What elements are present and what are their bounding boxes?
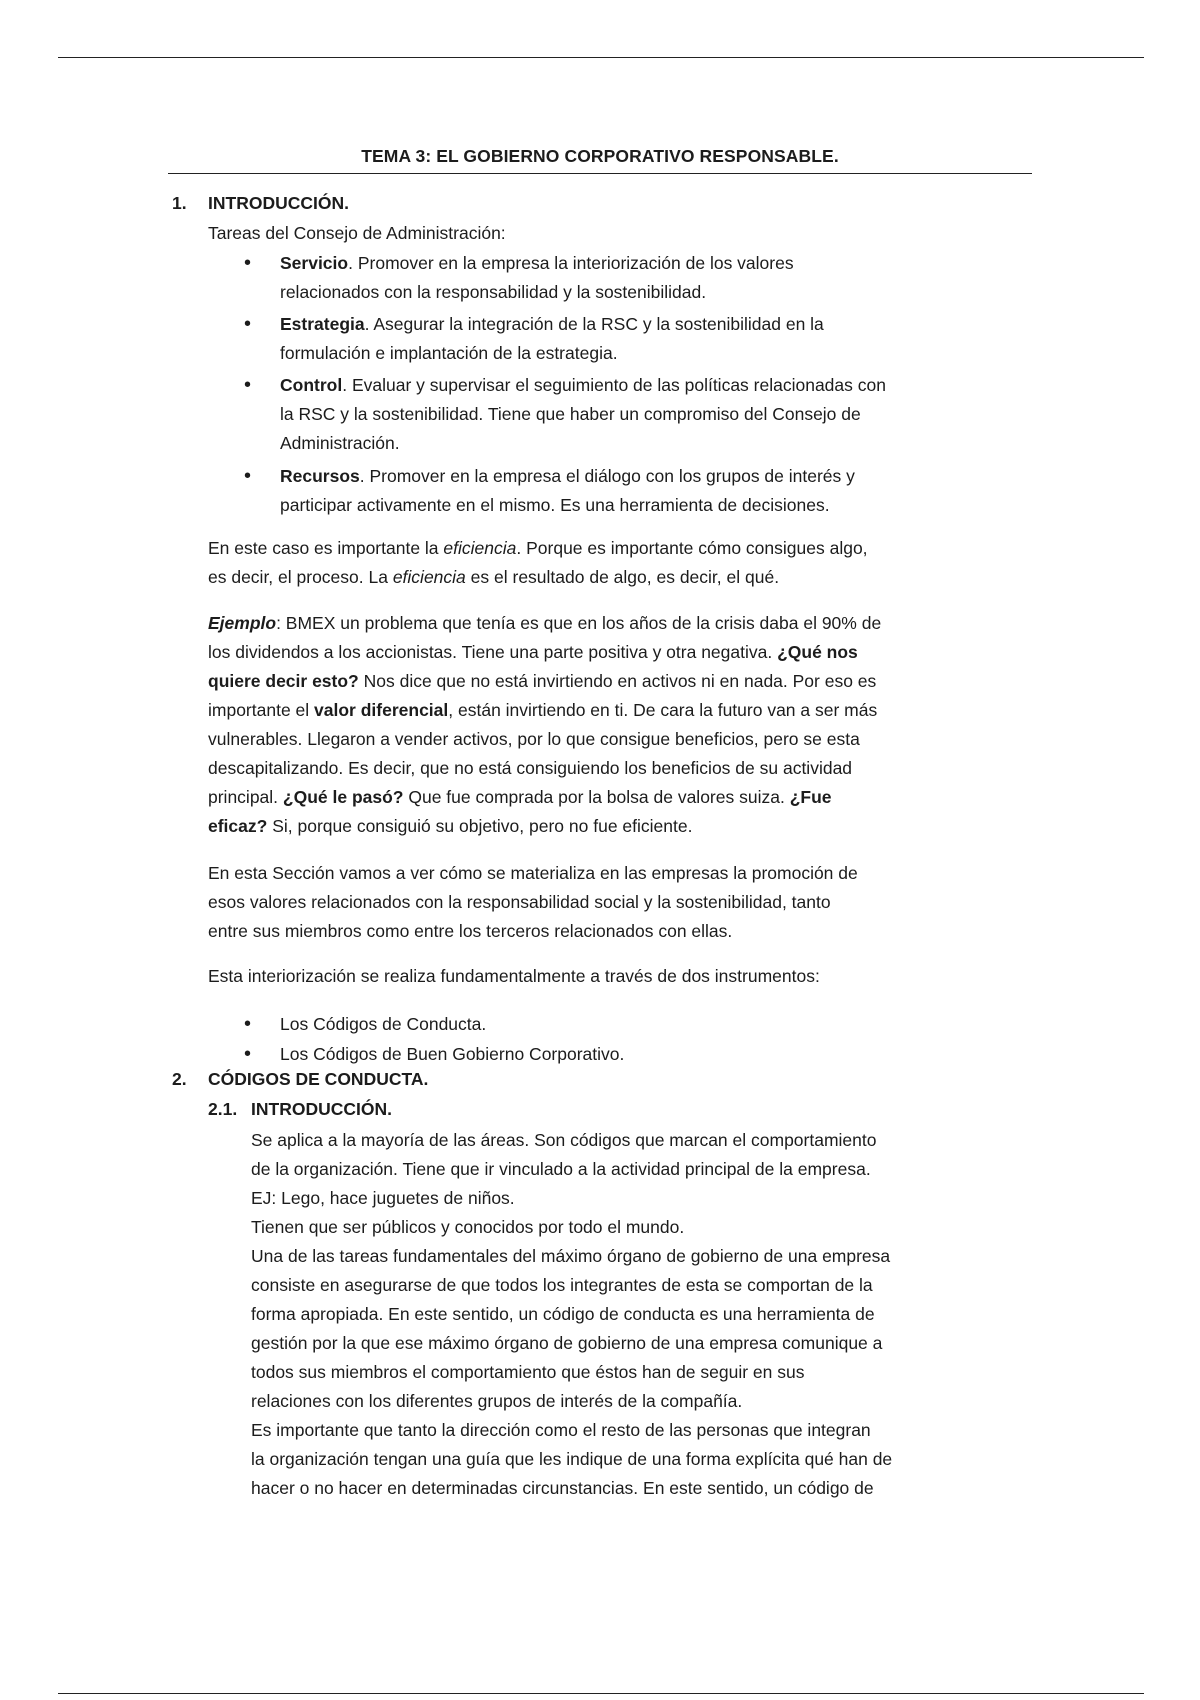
instrument-item: Los Códigos de Buen Gobierno Corporativo. (280, 1044, 625, 1064)
example-paragraph: Ejemplo: BMEX un problema que tenía es que en los años de la crisis daba el 90% de los dividendos a los accionistas. Tiene una parte positiva y otra negativa. ¿Qué nos quiere decir esto? Nos dice que no está invirtiendo en activos ni en nada. Por eso es importante el valor diferencial, están invirtiendo en ti. De cara la futuro van a ser más vulnerables. Llegaron a vender activos, por lo que consigue beneficios, pero se esta descapitalizando. Es decir, que no está consiguiendo los beneficios de su actividad principal. ¿Qué le pasó? Que fue comprada por la bolsa de valores suiza. ¿Fue eficaz? Si, porque consiguió su objetivo, pero no fue eficiente. (208, 613, 882, 836)
section-2-heading: CÓDIGOS DE CONDUCTA. (208, 1069, 429, 1089)
section-1-number: 1. (172, 193, 187, 213)
task-recursos: Recursos. Promover en la empresa el diálogo con los grupos de interés y participar activamente en el mismo. Es una herramienta de decisiones. (280, 466, 855, 515)
instrument-item: Los Códigos de Conducta. (280, 1014, 487, 1034)
subsection-2-1-number: 2.1. (208, 1099, 238, 1119)
codes-paragraph: Se aplica a la mayoría de las áreas. Son códigos que marcan el comportamiento de la organización. Tiene que ir vinculado a la actividad principal de la empresa. EJ: Lego, hace juguetes de niños. Tienen que ser públicos y conocidos por todo el mundo. Una de las tareas fundamentales del máximo órgano de gobierno de una empresa consiste en asegurarse de que todos los integrantes de esta se comportan de la forma apropiada. En este sentido, un código de conducta es una herramienta de gestión por la que ese máximo órgano de gobierno de una empresa comunique a todos sus miembros el comportamiento que éstos han de seguir en sus relaciones con los diferentes grupos de interés de la compañía. Es importante que tanto la dirección como el resto de las personas que integran la organización tengan una guía que les indique de una forma explícita qué han de hacer o no hacer en determinadas circunstancias. En este sentido, un código de (251, 1130, 893, 1498)
subsection-2-1-heading: INTRODUCCIÓN. (251, 1099, 392, 1119)
instruments-intro: Esta interiorización se realiza fundamentalmente a través de dos instrumentos: (208, 966, 820, 986)
footer-rule (58, 1693, 1144, 1694)
tasks-intro: Tareas del Consejo de Administración: (208, 223, 506, 243)
bullet-icon: • (244, 1043, 252, 1065)
section-2-number: 2. (172, 1069, 187, 1089)
document-title: TEMA 3: EL GOBIERNO CORPORATIVO RESPONSABLE. (361, 146, 839, 166)
header-rule (58, 57, 1144, 58)
task-control: Control. Evaluar y supervisar el seguimiento de las políticas relacionadas con la RSC y la sostenibilidad. Tiene que haber un compromiso del Consejo de Administración. (280, 375, 886, 453)
bullet-icon: • (244, 1013, 252, 1035)
task-servicio: Servicio. Promover en la empresa la interiorización de los valores relacionados con la responsabilidad y la sostenibilidad. (280, 253, 794, 302)
bullet-icon: • (244, 374, 252, 396)
title-underline (168, 173, 1032, 174)
section-paragraph: En esta Sección vamos a ver cómo se materializa en las empresas la promoción de esos valores relacionados con la responsabilidad social y la sostenibilidad, tanto entre sus miembros como entre los terceros relacionados con ellas. (208, 863, 858, 941)
efficiency-paragraph: En este caso es importante la eficiencia. Porque es importante cómo consigues algo, es decir, el proceso. La eficiencia es el resultado de algo, es decir, el qué. (208, 538, 868, 587)
task-estrategia: Estrategia. Asegurar la integración de la RSC y la sostenibilidad en la formulación e implantación de la estrategia. (280, 314, 824, 363)
task-term: Recursos (280, 466, 360, 486)
section-1-heading: INTRODUCCIÓN. (208, 193, 349, 213)
example-label: Ejemplo (208, 613, 277, 633)
task-term: Servicio (280, 253, 349, 273)
bullet-icon: • (244, 252, 252, 274)
bullet-icon: • (244, 313, 252, 335)
bullet-icon: • (244, 465, 252, 487)
task-term: Estrategia (280, 314, 365, 334)
task-term: Control (280, 375, 343, 395)
